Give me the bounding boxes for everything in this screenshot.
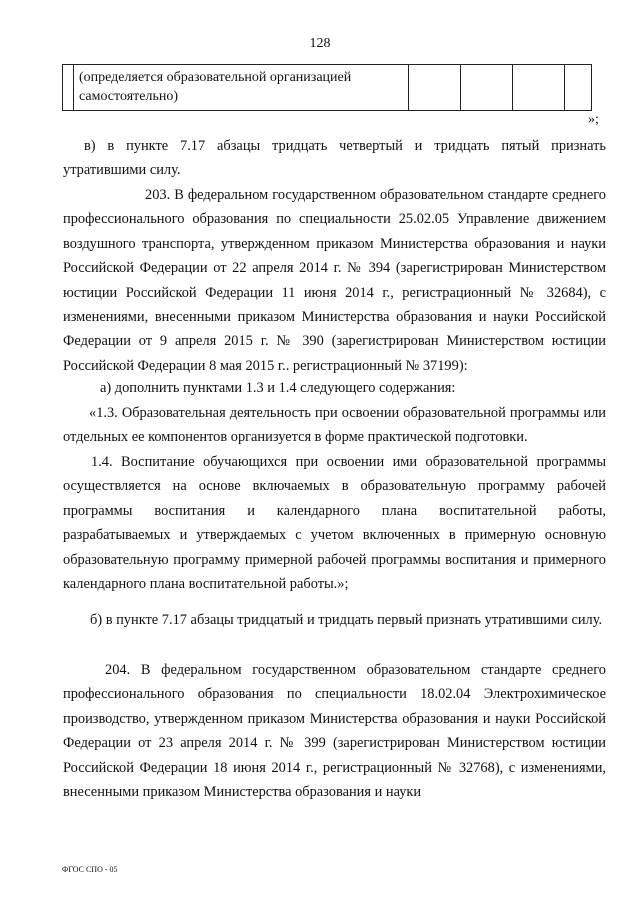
paragraph-a-point: а) дополнить пунктами 1.3 и 1.4 следующего содержания: [100,380,456,396]
page-number: 128 [309,36,331,51]
paragraph-203: 203. В федеральном государственном образовательном стандарте среднего профессионального образования по специальности 25.02.05 Управление движением воздушного транспорта, утвержденном приказом Министерства образования и науки Российской Федерации от 22 апреля 2014 г. № 394 (зарегистрирован Министерством юстиции Российской Федерации 11 июня 2014 г., регистрационный № 32684), с изменениями, внесенными приказом Министерства образования и науки Российской Федерации от 9 апреля 2015 г. № 390 (зарегистрирован Министерством юстиции Российской Федерации 8 мая 2015 г.. регистрационный № 37199): [63,187,606,374]
table-cell-text: (определяется образовательной организацией самостоятельно) [79,70,352,104]
paragraph-b-point: б) в пункте 7.17 абзацы тридцатый и тридцать первый признать утратившими силу. [90,612,603,628]
footer-code: ФГОС СПО - 05 [62,865,118,874]
table-closing-mark: »; [588,112,599,127]
table-fragment [62,64,592,111]
table-divider [73,65,74,110]
paragraph-1-4: 1.4. Воспитание обучающихся при освоении ими образовательной программы осуществляется на основе включаемых в образовательную программу рабочей программы воспитания и календарного плана воспитательной работы, разрабатываемых и утверждаемых с учетом включенных в примерную основную образовательную программу примерной рабочей программы воспитания и примерного календарного плана воспитательной работы.»; [63,454,606,593]
table-divider [512,65,513,110]
paragraph-v-point: в) в пункте 7.17 абзацы тридцать четвертый и тридцать пятый признать утратившими силу. [63,138,606,179]
table-divider [564,65,565,110]
paragraph-1-3: «1.3. Образовательная деятельность при освоении образовательной программы или отдельных ее компонентов организуется в форме практической подготовки. [63,405,606,446]
table-divider [460,65,461,110]
paragraph-204: 204. В федеральном государственном образовательном стандарте среднего профессионального образования по специальности 18.02.04 Электрохимическое производство, утвержденном приказом Министерства образования и науки Российской Федерации от 23 апреля 2014 г. № 399 (зарегистрирован Министерством юстиции Российской Федерации 18 июня 2014 г., регистрационный № 32768), с изменениями, внесенными приказом Министерства образования и науки [63,662,606,801]
